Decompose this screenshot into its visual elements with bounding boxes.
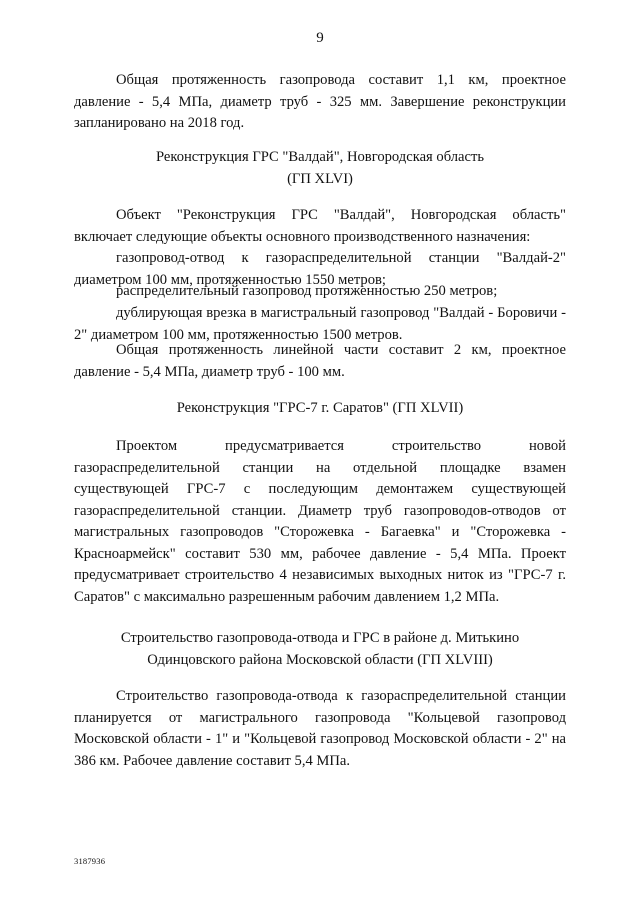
page-number: 9 — [316, 30, 324, 46]
section-heading-valdai — [60, 147, 580, 190]
paragraph-valdai-summary: Общая протяженность линейной части составит 2 км, проектное давление - 5,4 МПа, диаметр труб - 100 мм. — [74, 342, 566, 380]
list-item-valdai-3: дублирующая врезка в магистральный газопровод "Валдай - Боровичи - 2" диаметром 100 мм, протяженностью 1500 метров. — [74, 305, 566, 343]
section-heading-line: Реконструкция ГРС "Валдай", Новгородская область — [155, 149, 485, 165]
section-heading-line: (ГП XLVI) — [287, 170, 353, 187]
paragraph-pipeline-length: Общая протяженность газопровода составит 1,1 км, проектное давление - 5,4 МПа, диаметр труб - 325 мм. Завершение реконструкции запланировано на 2018 год. — [74, 72, 566, 131]
paragraph-mitkino-body: Строительство газопровода-отвода к газораспределительной станции планируется от магистрального газопровода "Кольцевой газопровод Московской области - 1" и "Кольцевой газопровод Московской области - 2" на 386 км. Рабочее давление составит 5,4 МПа. — [74, 688, 566, 769]
list-item-valdai-2: распределительный газопровод протяженностью 250 метров; — [116, 283, 498, 299]
section-heading-line: Одинцовского района Московской области (ГП XLVIII) — [147, 651, 493, 668]
section-heading-mitkino — [60, 628, 580, 671]
section-heading-line: Строительство газопровода-отвода и ГРС в районе д. Митькино — [120, 630, 520, 646]
section-heading-saratov — [60, 398, 580, 420]
section-heading-line: Реконструкция "ГРС-7 г. Саратов" (ГП XLVII) — [176, 400, 464, 416]
paragraph-saratov-body: Проектом предусматривается строительство новой газораспределительной станции на отдельной площадке взамен существующей ГРС-7 с последующим демонтажем существующей газораспределительной станции. Диаметр труб газопроводов-отводов от магистральных газопроводов "Сторожевка - Багаевка" и "Сторожевка - Красноармейск" составит 530 мм, рабочее давление - 5,4 МПа. Проект предусматривает строительство 4 независимых выходных ниток из "ГРС-7 г. Саратов" с максимально разрешенным рабочим давлением 1,2 МПа. — [74, 438, 566, 605]
list-item-valdai-1: газопровод-отвод к газораспределительной станции "Валдай-2" диаметром 100 мм, протяженностью 1550 метров; — [74, 250, 566, 288]
document-code: 3187936 — [74, 856, 106, 866]
paragraph-valdai-intro: Объект "Реконструкция ГРС "Валдай", Новгородская область" включает следующие объекты основного производственного назначения: — [74, 207, 566, 245]
